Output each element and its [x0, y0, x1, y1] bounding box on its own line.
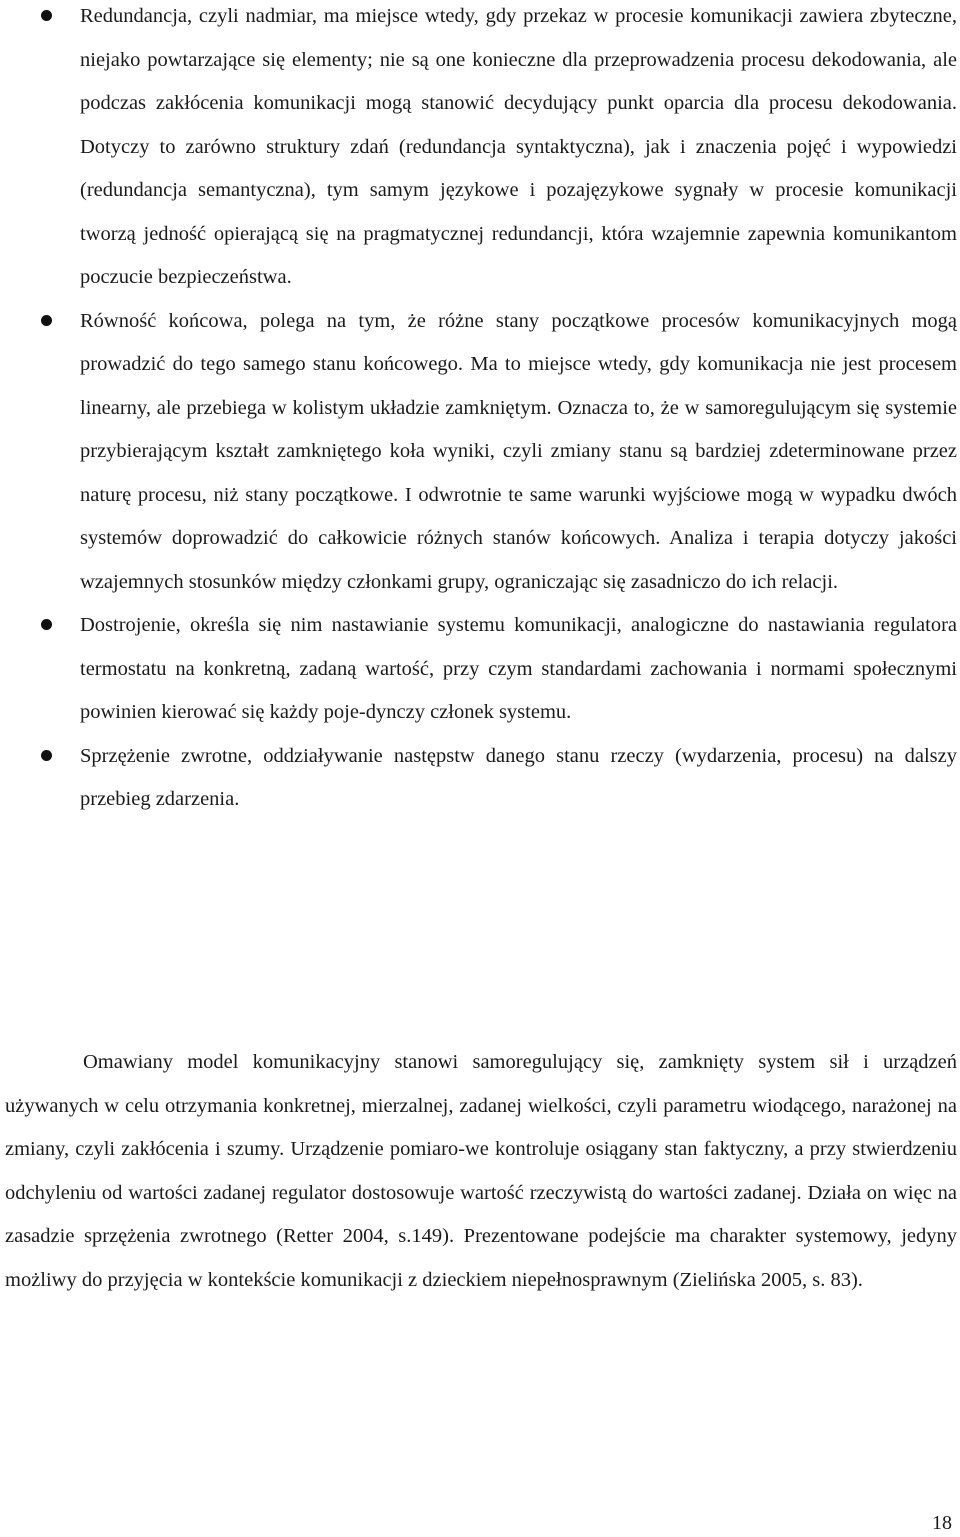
- list-item: [0, 0, 957, 300]
- list-item: [0, 735, 957, 822]
- list-item: [0, 604, 957, 735]
- body-paragraph: Omawiany model komunikacyjny stanowi samoregulujący się, zamknięty system sił i urządzeń używanych w celu otrzymania konkretnej, mierzalnej, zadanej wielkości, czyli parametru wiodącego, narażonej na zmiany, czyli zakłócenia i szumy. Urządzenie pomiaro-we kontroluje osiągany stan faktyczny, a przy stwierdzeniu odchyleniu od wartości zadanej regulator dostosowuje wartość rzeczywistą do wartości zadanej. Działa on więc na zasadzie sprzężenia zwrotnego (Retter 2004, s.149). Prezentowane podejście ma charakter systemowy, jedyny możliwy do przyjęcia w kontekście komunikacji z dzieckiem niepełnosprawnym (Zielińska 2005, s. 83).: [5, 1051, 957, 1291]
- list-item-text: Równość końcowa, polega na tym, że różne stany początkowe procesów komunikacyjnych mogą prowadzić do tego samego stanu końcowego. Ma to miejsce wtedy, gdy komunikacja nie jest procesem linearny, ale przebiega w kolistym układzie zamkniętym. Oznacza to, że w samoregulującym się systemie przybierającym kształt zamkniętego koła wyniki, czyli zmiany stanu są bardziej zdeterminowane przez naturę procesu, niż stany początkowe. I odwrotnie te same warunki wyjściowe mogą w wypadku dwóch systemów doprowadzić do całkowicie różnych stanów końcowych. Analiza i terapia dotyczy jakości wzajemnych stosunków między członkami grupy, ograniczając się zasadniczo do ich relacji.: [80, 309, 957, 593]
- list-item-text: Sprzężenie zwrotne, oddziaływanie następstw danego stanu rzeczy (wydarzenia, procesu) na dalszy przebieg zdarzenia.: [80, 744, 957, 810]
- bullet-dot-icon: [41, 619, 52, 630]
- list-item: [0, 300, 957, 605]
- bullet-dot-icon: [41, 10, 52, 21]
- list-item-text: Redundancja, czyli nadmiar, ma miejsce wtedy, gdy przekaz w procesie komunikacji zawiera zbyteczne, niejako powtarzające się elementy; nie są one konieczne dla przeprowadzenia procesu dekodowania, ale podczas zakłócenia komunikacji mogą stanowić decydujący punkt oparcia dla procesu dekodowania. Dotyczy to zarówno struktury zdań (redundancja syntaktyczna), jak i znaczenia pojęć i wypowiedzi (redundancja semantyczna), tym samym językowe i pozajęzykowe sygnały w procesie komunikacji tworzą jedność opierającą się na pragmatycznej redundancji, która wzajemnie zapewnia komunikantom poczucie bezpieczeństwa.: [80, 5, 957, 288]
- list-item-text: Dostrojenie, określa się nim nastawianie systemu komunikacji, analogiczne do nastawiania regulatora termostatu na konkretną, zadaną wartość, przy czym standardami zachowania i normami społecznymi powinien kierować się każdy poje-dynczy członek systemu.: [80, 614, 957, 723]
- bullet-dot-icon: [41, 750, 52, 761]
- bullet-dot-icon: [41, 315, 52, 326]
- page-number: 18: [932, 1512, 952, 1534]
